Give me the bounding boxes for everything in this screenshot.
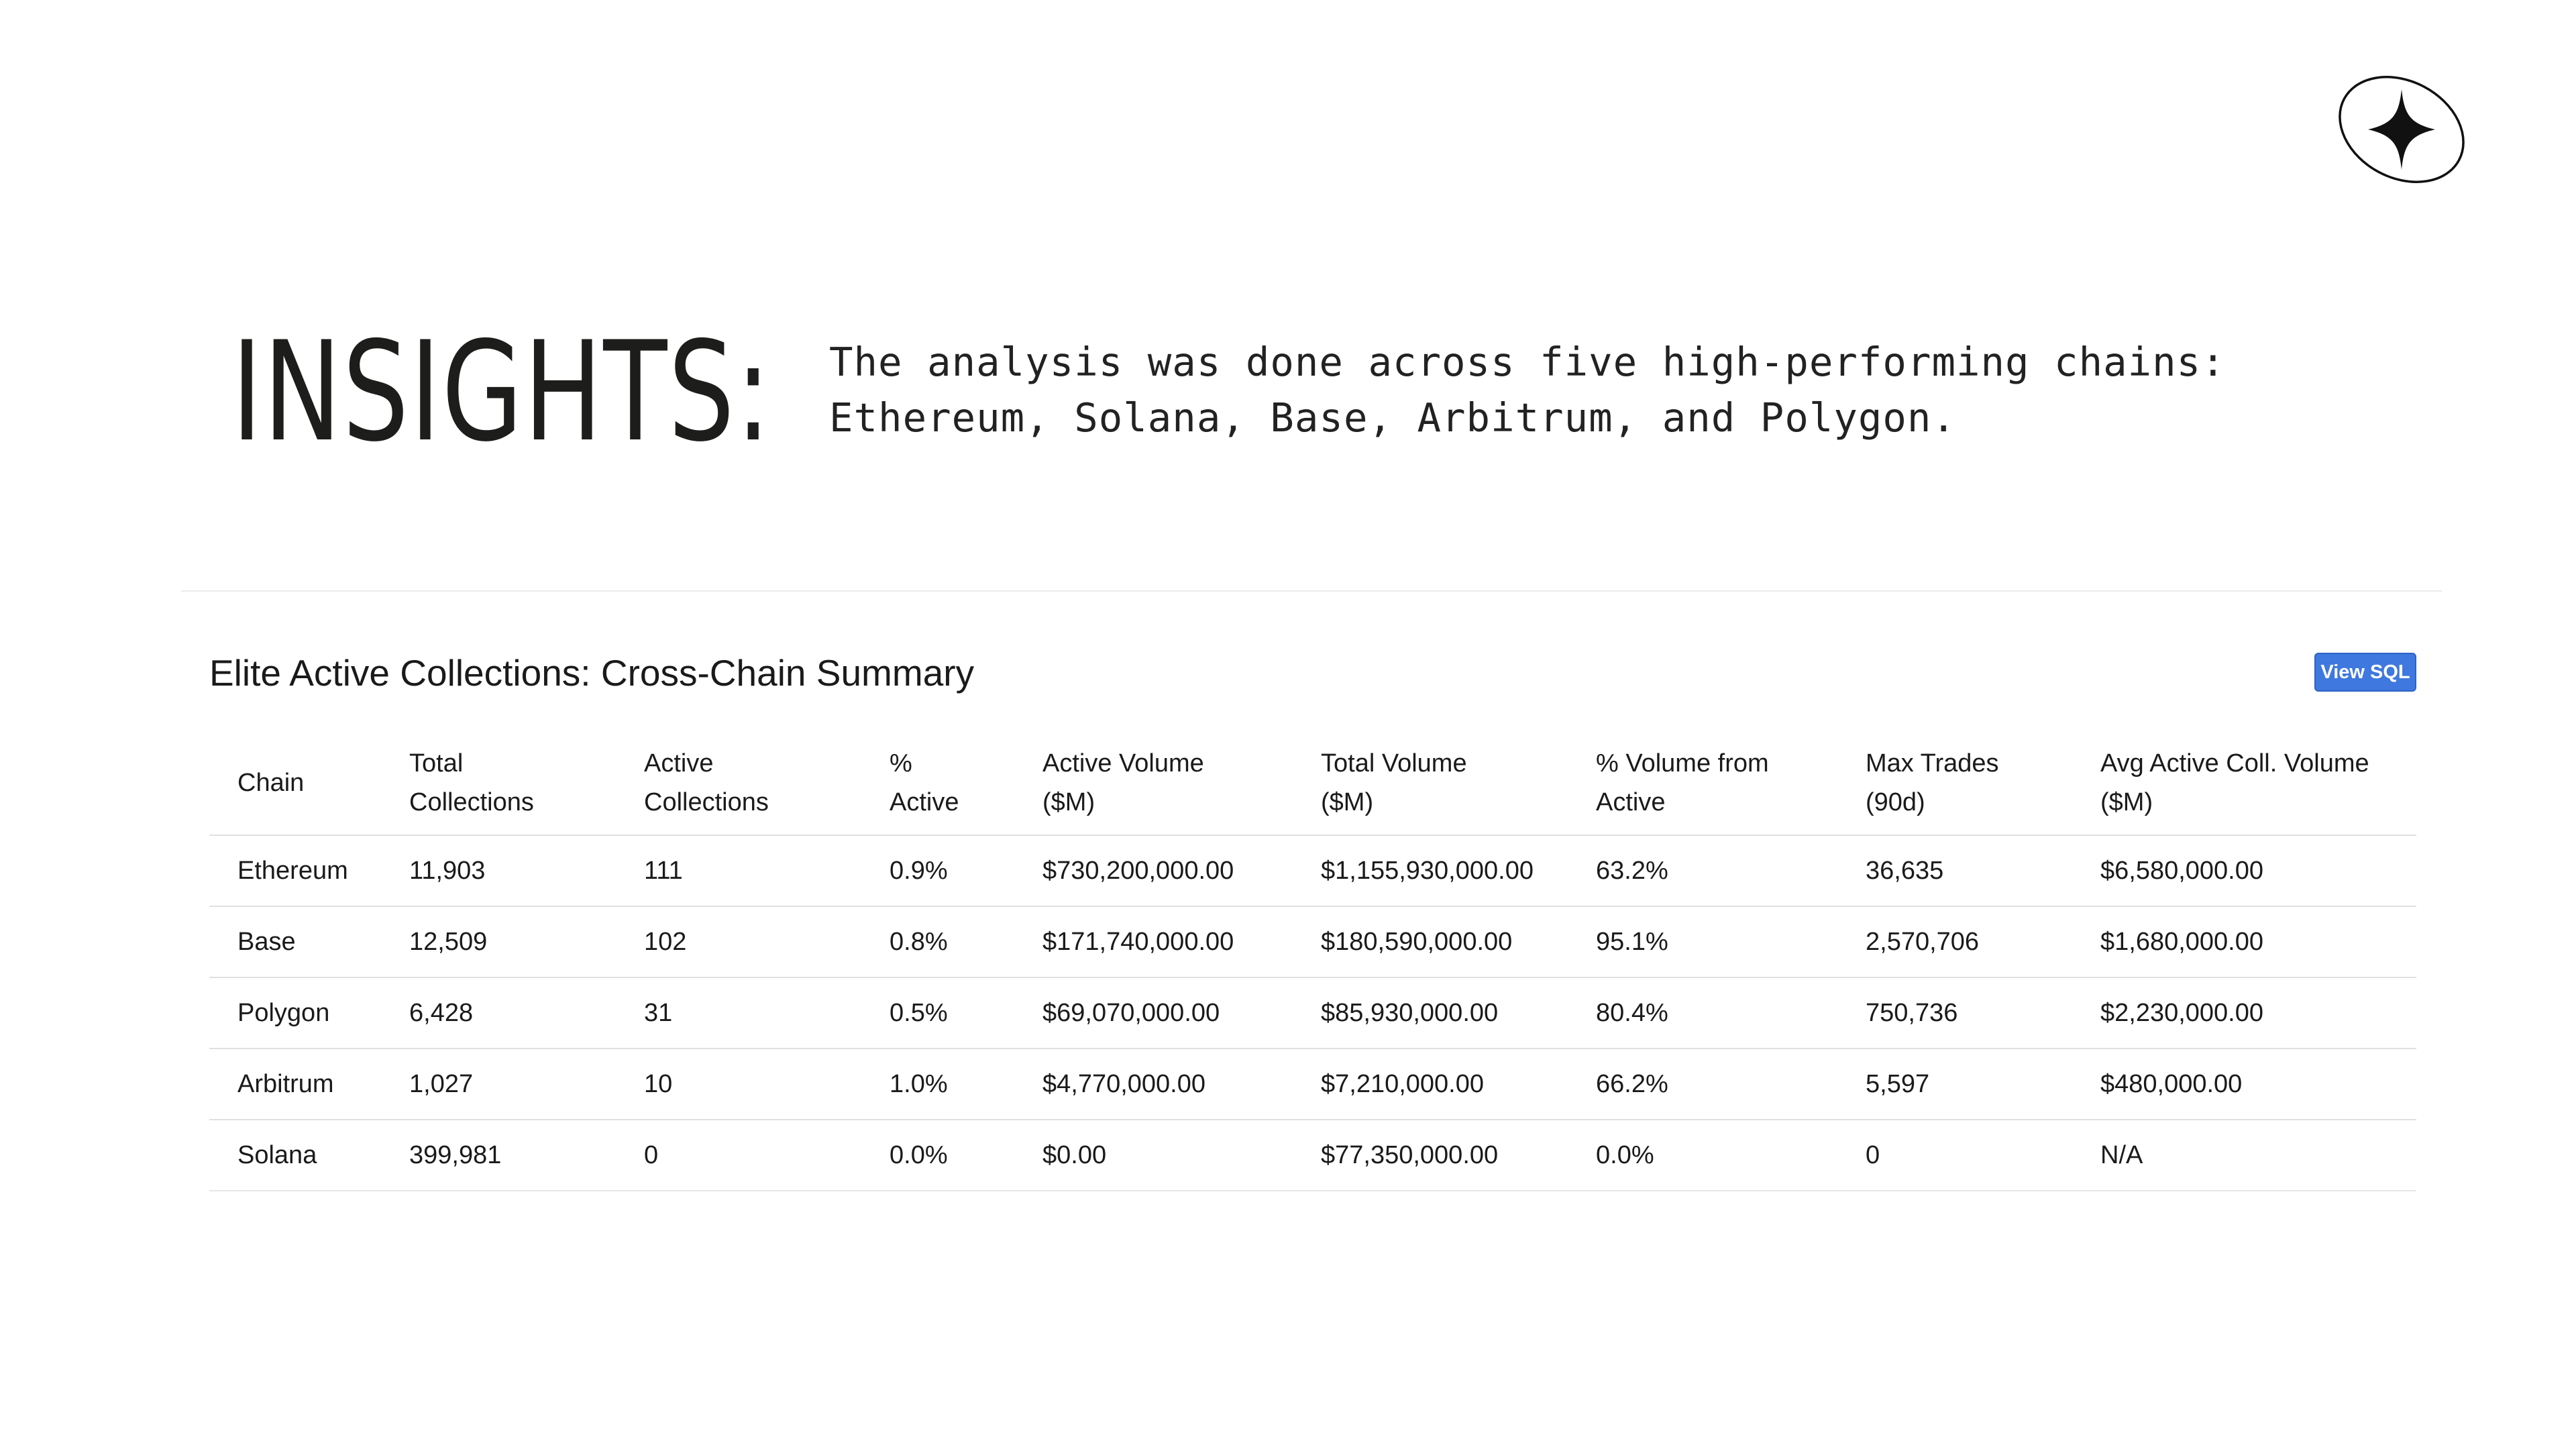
table-cell: 0 [1837,1120,2072,1191]
header-avg-active-volume: Avg Active Coll. Volume ($M) [2072,731,2416,835]
table-cell: $180,590,000.00 [1293,906,1568,977]
table-row [209,906,2416,977]
table-row [209,835,2416,906]
table-cell: 10 [616,1049,861,1120]
summary-table [209,731,2416,1191]
table-cell: 0.0% [1568,1120,1837,1191]
table-cell: Ethereum [209,835,381,906]
table-cell: $85,930,000.00 [1293,977,1568,1049]
table-cell: $480,000.00 [2072,1049,2416,1120]
table-cell: Polygon [209,977,381,1049]
table-cell: 63.2% [1568,835,1837,906]
table-cell: N/A [2072,1120,2416,1191]
header-total-collections: Total Collections [381,731,616,835]
table-cell: $77,350,000.00 [1293,1120,1568,1191]
hero-description: The analysis was done across five high-performing chains: Ethereum, Solana, Base, Arbitrum, and Polygon. [829,339,2226,441]
table-cell: Arbitrum [209,1049,381,1120]
table-cell: 0.0% [861,1120,1014,1191]
table-cell: 0 [616,1120,861,1191]
section-divider [181,590,2442,592]
table-cell: 12,509 [381,906,616,977]
table-cell: 399,981 [381,1120,616,1191]
table-cell: $4,770,000.00 [1014,1049,1293,1120]
table-cell: $2,230,000.00 [2072,977,2416,1049]
table-cell: $1,155,930,000.00 [1293,835,1568,906]
table-cell: 80.4% [1568,977,1837,1049]
view-sql-button[interactable]: View SQL [2314,653,2416,692]
table-cell: $7,210,000.00 [1293,1049,1568,1120]
sparkle-star-icon [2334,72,2469,186]
hero-title: INSIGHTS: [231,313,772,472]
table-cell: 31 [616,977,861,1049]
table-cell: 0.8% [861,906,1014,977]
table-cell: 0.5% [861,977,1014,1049]
table-cell: 111 [616,835,861,906]
table-cell: $1,680,000.00 [2072,906,2416,977]
table-cell: 11,903 [381,835,616,906]
table-cell: Base [209,906,381,977]
header-percent-volume-active: % Volume from Active [1568,731,1837,835]
header-active-collections: Active Collections [616,731,861,835]
table-cell: Solana [209,1120,381,1191]
table-cell: $69,070,000.00 [1014,977,1293,1049]
header-max-trades: Max Trades (90d) [1837,731,2072,835]
table-row [209,1049,2416,1120]
table-cell: 66.2% [1568,1049,1837,1120]
header-active-volume: Active Volume ($M) [1014,731,1293,835]
panel-title: Elite Active Collections: Cross-Chain Summary [209,652,975,694]
table-cell: 6,428 [381,977,616,1049]
table-cell: 102 [616,906,861,977]
table-cell: 0.9% [861,835,1014,906]
header-chain: Chain [209,731,381,835]
table-row [209,1120,2416,1191]
table-cell: 1.0% [861,1049,1014,1120]
table-cell: 36,635 [1837,835,2072,906]
table-row [209,977,2416,1049]
table-cell: 2,570,706 [1837,906,2072,977]
table-header-row [209,731,2416,835]
header-percent-active: % Active [861,731,1014,835]
table-cell: 5,597 [1837,1049,2072,1120]
header-total-volume: Total Volume ($M) [1293,731,1568,835]
table-cell: 95.1% [1568,906,1837,977]
table-cell: $0.00 [1014,1120,1293,1191]
table-cell: 750,736 [1837,977,2072,1049]
table-cell: 1,027 [381,1049,616,1120]
table-cell: $730,200,000.00 [1014,835,1293,906]
table-cell: $171,740,000.00 [1014,906,1293,977]
table-cell: $6,580,000.00 [2072,835,2416,906]
